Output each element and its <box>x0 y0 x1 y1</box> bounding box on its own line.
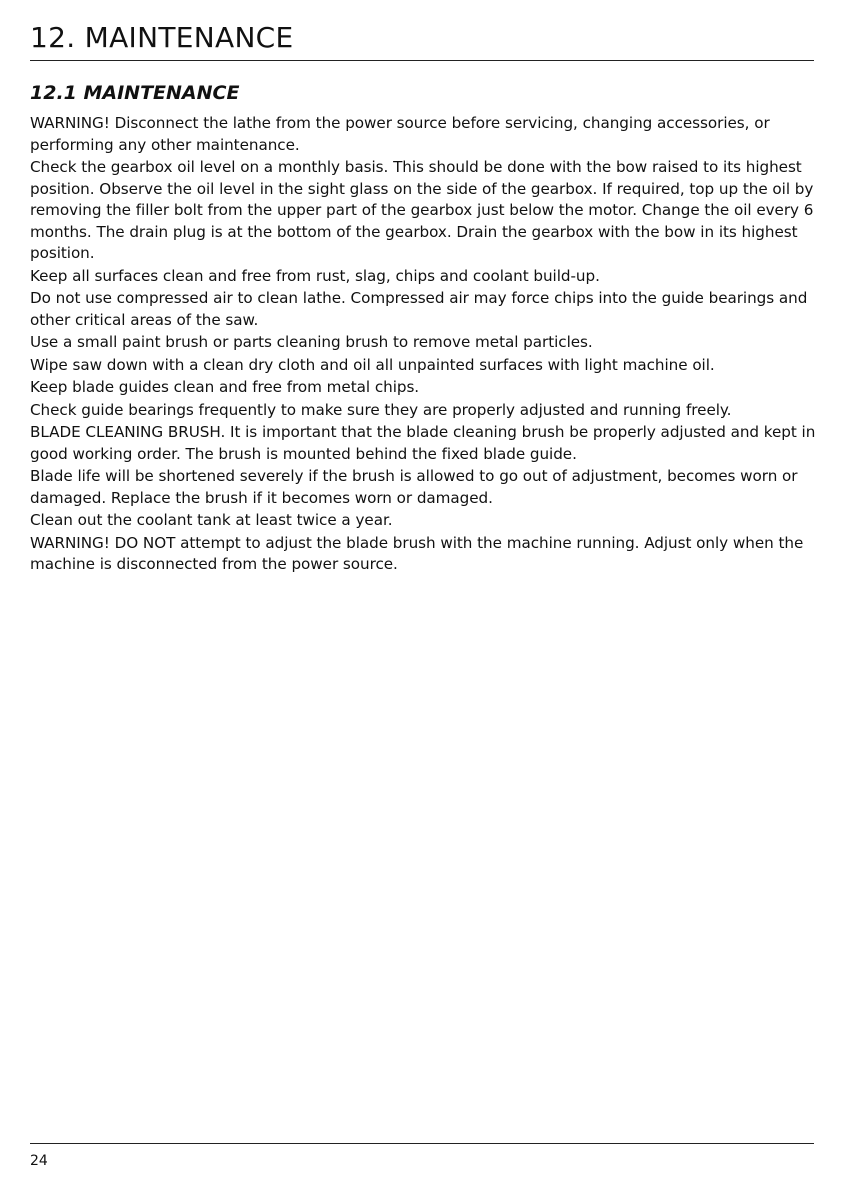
page-number: 24 <box>30 1153 48 1169</box>
maintenance-section <box>30 80 820 577</box>
section-title: 12.1 MAINTENANCE <box>30 82 240 104</box>
paragraph-guide-bearings: Check guide bearings frequently to make sure they are properly adjusted and running freely. <box>30 400 732 419</box>
paragraph-wipe-saw: Wipe saw down with a clean dry cloth and oil all unpainted surfaces with light machine oil. <box>30 355 715 374</box>
paragraph-brush-adjust-warning: WARNING! DO NOT attempt to adjust the blade brush with the machine running. Adjust only when the machine is disconnected from the power source. <box>30 533 804 573</box>
paragraph-disconnect-warning: WARNING! Disconnect the lathe from the power source before servicing, changing accessories, or performing any other maintenance. <box>30 114 770 154</box>
paragraph-blade-life: Blade life will be shortened severely if the brush is allowed to go out of adjustment, becomes worn or damaged. Replace the brush if it becomes worn or damaged. <box>30 467 798 507</box>
paragraph-paint-brush: Use a small paint brush or parts cleaning brush to remove metal particles. <box>30 333 593 351</box>
paragraph-blade-cleaning-brush: BLADE CLEANING BRUSH. It is important that the blade cleaning brush be properly adjusted and kept in good working order. The brush is mounted behind the fixed blade guide. <box>30 423 816 463</box>
paragraph-surfaces-clean: Keep all surfaces clean and free from rust, slag, chips and coolant build-up. <box>30 266 600 285</box>
paragraph-gearbox-oil: Check the gearbox oil level on a monthly basis. This should be done with the bow raised to its highest position. Observe the oil level in the sight glass on the side of the gearbox. If required, top up the oil by removing the filler bolt from the upper part of the gearbox just below the motor. Change the oil every 6 months. The drain plug is at the bottom of the gearbox. Drain the gearbox with the bow in its highest position. <box>30 158 814 262</box>
page-title: 12. MAINTENANCE <box>30 21 294 54</box>
page-footer <box>30 1143 814 1170</box>
paragraph-compressed-air: Do not use compressed air to clean lathe. Compressed air may force chips into the guide bearings and other critical areas of the saw. <box>30 289 808 329</box>
paragraph-coolant-tank: Clean out the coolant tank at least twice a year. <box>30 511 393 529</box>
page-header <box>30 20 814 61</box>
paragraph-blade-guides: Keep blade guides clean and free from metal chips. <box>30 378 420 396</box>
